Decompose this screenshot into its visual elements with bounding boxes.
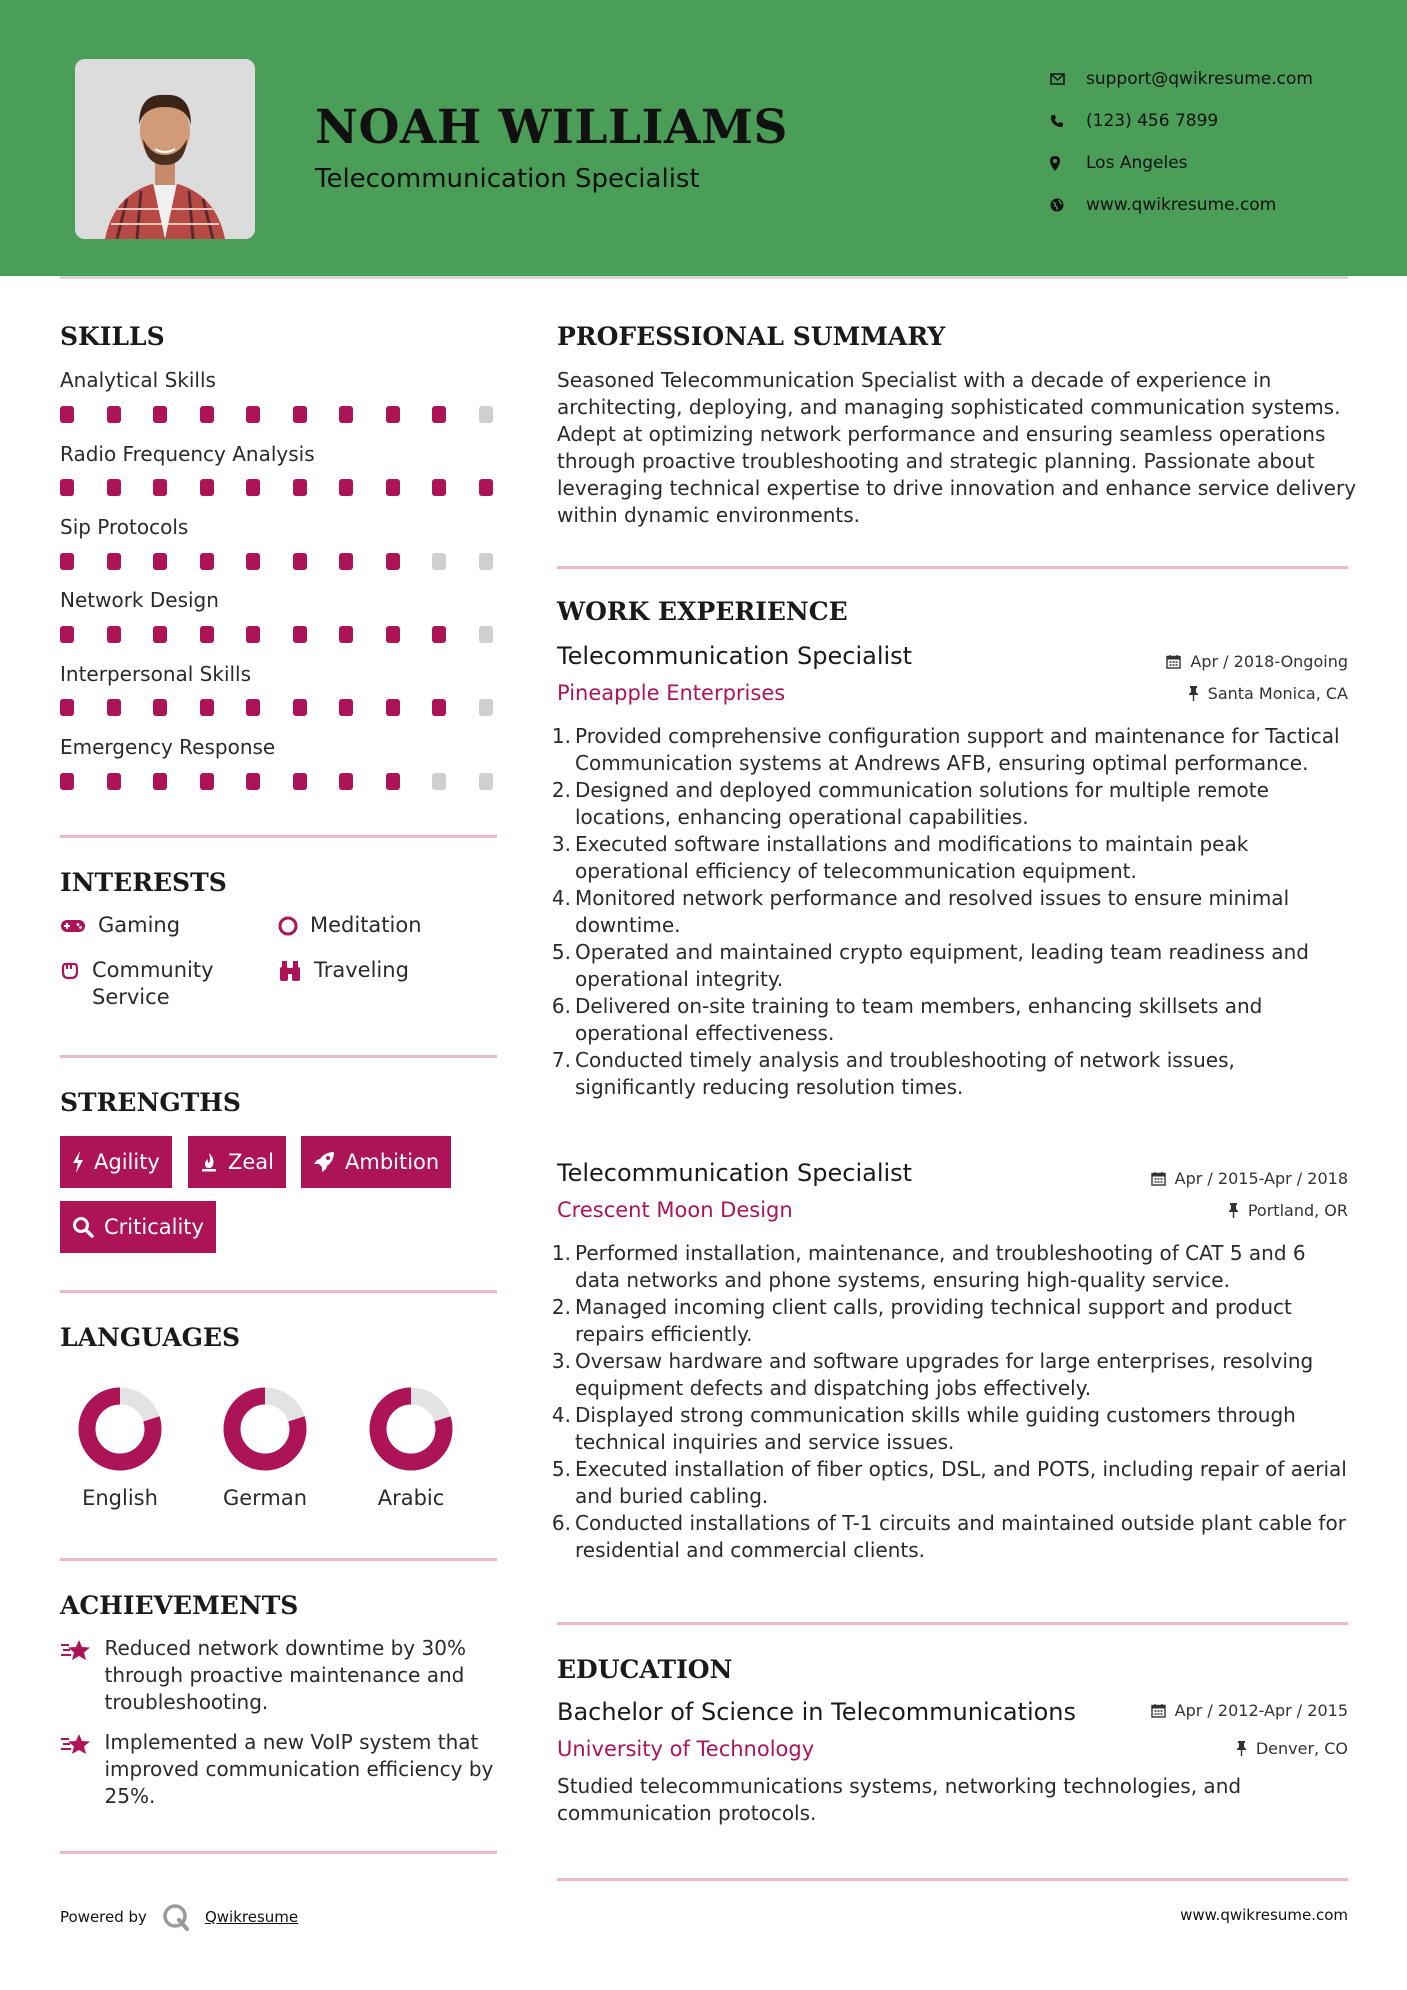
gamepad-icon [60, 912, 98, 939]
education-degree: Bachelor of Science in Telecommunications [557, 1698, 1077, 1726]
envelope-icon [1050, 73, 1086, 85]
language-donut [346, 1384, 476, 1478]
skill-dot [386, 553, 400, 570]
skill-dot [339, 479, 353, 496]
skill-rating [60, 406, 493, 423]
education-dates: Apr / 2012-Apr / 2015 [1151, 1701, 1348, 1720]
skill-dot [60, 479, 74, 496]
globe-icon [1050, 198, 1086, 212]
skill-dot [386, 773, 400, 790]
language-label: English [82, 1486, 158, 1510]
skill-dot [246, 479, 260, 496]
job-bullet: 2. Managed incoming client calls, providing technical support and product repairs efficiently. [551, 1295, 1292, 1346]
footer-url[interactable]: www.qwikresume.com [1180, 1906, 1348, 1924]
strengths-heading: STRENGTHS [60, 1088, 241, 1117]
job-company: Pineapple Enterprises [557, 681, 786, 705]
skill-rating [60, 626, 493, 643]
skill-name: Emergency Response [60, 735, 276, 759]
contact-phone[interactable]: (123) 456 7899 [1050, 100, 1370, 142]
contact-email[interactable]: support@qwikresume.com [1050, 58, 1370, 100]
section-divider [60, 1290, 497, 1293]
star-icon [60, 1729, 105, 1810]
calendar-icon [1151, 1703, 1166, 1718]
skill-dot [432, 553, 446, 570]
skill-dot [432, 699, 446, 716]
skill-dot [153, 626, 167, 643]
contact-info [1050, 58, 1370, 226]
skill-rating [60, 699, 493, 716]
summary-text: Seasoned Telecommunication Specialist with a decade of experience in architecting, deploying, and managing sophisticated communication systems. Adept at optimizing network performance and ensuring seamless operations through proactive troubleshooting and strategic planning. Passionate about leveraging technical expertise to drive innovation and enhance service delivery within dynamic environments. [557, 368, 1357, 527]
skill-name: Network Design [60, 588, 219, 612]
language-label: German [222, 1486, 308, 1510]
skill-dot [153, 773, 167, 790]
profile-photo [75, 59, 255, 239]
donut-chart [366, 1384, 456, 1474]
skill-rating [60, 553, 493, 570]
hand-icon [60, 957, 92, 984]
language-donut [55, 1384, 185, 1478]
skill-rating [60, 479, 493, 496]
job-bullet: 2. Designed and deployed communication solutions for multiple remote locations, enhancing operational capabilities. [551, 778, 1269, 829]
section-divider [60, 1851, 497, 1854]
skill-dot [432, 773, 446, 790]
section-divider [557, 566, 1348, 569]
languages-heading: LANGUAGES [60, 1323, 241, 1352]
job-bullet: 6. Delivered on-site training to team members, enhancing skillsets and operational effectiveness. [551, 994, 1263, 1045]
footer-powered-by: Powered by Qwikresume [60, 1902, 298, 1932]
skill-dot [153, 553, 167, 570]
skill-name: Interpersonal Skills [60, 662, 252, 686]
summary-heading: PROFESSIONAL SUMMARY [557, 322, 946, 351]
skill-dot [200, 406, 214, 423]
section-divider [60, 835, 497, 838]
pushpin-icon [1188, 686, 1199, 701]
language-donut [200, 1384, 330, 1478]
strength-tag: Criticality [60, 1201, 216, 1253]
job-dates: Apr / 2018-Ongoing [1166, 652, 1348, 671]
job-bullet: 1. Performed installation, maintenance, and troubleshooting of CAT 5 and 6 data networks and phone systems, ensuring high-quality service. [551, 1241, 1306, 1292]
qwikresume-logo-icon [161, 1902, 191, 1932]
skill-name: Analytical Skills [60, 368, 216, 392]
achievement-item: Reduced network downtime by 30% through proactive maintenance and troubleshooting. [60, 1635, 500, 1716]
job-bullet: 4. Monitored network performance and resolved issues to ensure minimal downtime. [551, 886, 1290, 937]
skill-dot [479, 773, 493, 790]
skill-dot [107, 626, 121, 643]
job-bullet: 7. Conducted timely analysis and troubleshooting of network issues, significantly reducing resolution times. [551, 1048, 1235, 1099]
section-divider [557, 1878, 1348, 1881]
strength-tag: Ambition [301, 1136, 451, 1188]
strength-tag: Zeal [188, 1136, 286, 1188]
job-role: Telecommunication Specialist [557, 642, 913, 670]
education-school: University of Technology [557, 1737, 815, 1761]
education-location: Denver, CO [1236, 1739, 1348, 1758]
skill-dot [200, 699, 214, 716]
calendar-icon [1151, 1171, 1166, 1186]
skill-dot [200, 553, 214, 570]
skill-dot [153, 406, 167, 423]
skill-dot [246, 626, 260, 643]
interest-item: Community Service [60, 957, 260, 1011]
skill-dot [432, 479, 446, 496]
experience-heading: WORK EXPERIENCE [557, 597, 848, 626]
skill-dot [386, 699, 400, 716]
skill-dot [293, 626, 307, 643]
skill-dot [479, 406, 493, 423]
job-company: Crescent Moon Design [557, 1198, 793, 1222]
skill-dot [60, 773, 74, 790]
calendar-icon [1166, 654, 1181, 669]
education-description: Studied telecommunications systems, networking technologies, and communication protocols. [557, 1774, 1242, 1825]
contact-location: Los Angeles [1050, 142, 1370, 184]
achievement-item: Implemented a new VoIP system that improved communication efficiency by 25%. [60, 1729, 500, 1810]
job-bullets [551, 1240, 1357, 1564]
donut-chart [220, 1384, 310, 1474]
pushpin-icon [1236, 1741, 1247, 1756]
contact-website[interactable]: www.qwikresume.com [1050, 184, 1370, 226]
interest-item: Traveling [278, 957, 409, 984]
skill-dot [339, 406, 353, 423]
pushpin-icon [1228, 1203, 1239, 1218]
skill-dot [386, 406, 400, 423]
interest-item: Gaming [60, 912, 180, 939]
skill-dot [60, 553, 74, 570]
circle-icon [278, 912, 310, 939]
job-bullets [551, 723, 1357, 1101]
skill-dot [246, 773, 260, 790]
achievements-heading: ACHIEVEMENTS [60, 1591, 299, 1620]
section-divider [60, 1558, 497, 1561]
job-bullet: 3. Oversaw hardware and software upgrades for large enterprises, resolving equipment defects and dispatching jobs effectively. [551, 1349, 1314, 1400]
skill-dot [246, 553, 260, 570]
skill-dot [246, 406, 260, 423]
skill-dot [479, 479, 493, 496]
skill-dot [107, 479, 121, 496]
job-bullet: 3. Executed software installations and modifications to maintain peak operational efficiency of telecommunication equipment. [551, 832, 1249, 883]
job-bullet: 5. Operated and maintained crypto equipment, leading team readiness and operational integrity. [551, 940, 1309, 991]
job-dates: Apr / 2015-Apr / 2018 [1151, 1169, 1348, 1188]
skill-dot [432, 406, 446, 423]
phone-icon [1050, 114, 1086, 128]
skill-name: Radio Frequency Analysis [60, 442, 315, 466]
skill-dot [479, 699, 493, 716]
candidate-name: NOAH WILLIAMS [315, 100, 788, 155]
skill-dot [153, 699, 167, 716]
interests-heading: INTERESTS [60, 868, 227, 897]
skill-dot [386, 479, 400, 496]
header-divider [60, 276, 1348, 279]
skill-dot [386, 626, 400, 643]
skill-dot [479, 553, 493, 570]
skill-dot [339, 626, 353, 643]
skill-dot [107, 773, 121, 790]
skills-heading: SKILLS [60, 322, 165, 351]
language-label: Arabic [377, 1486, 445, 1510]
section-divider [557, 1622, 1348, 1625]
qwikresume-link[interactable]: Qwikresume [204, 1908, 299, 1926]
job-bullet: 1. Provided comprehensive configuration support and maintenance for Tactical Communication systems at Andrews AFB, ensuring optimal performance. [551, 724, 1340, 775]
education-heading: EDUCATION [557, 1655, 733, 1684]
skill-dot [339, 553, 353, 570]
job-bullet: 4. Displayed strong communication skills while guiding customers through technical inquiries and service issues. [551, 1403, 1296, 1454]
search-icon [72, 1216, 94, 1238]
skill-dot [293, 406, 307, 423]
skill-dot [107, 553, 121, 570]
skill-rating [60, 773, 493, 790]
bolt-icon [72, 1151, 84, 1173]
skill-dot [60, 699, 74, 716]
strength-tag: Agility [60, 1136, 172, 1188]
skill-dot [200, 479, 214, 496]
donut-chart [75, 1384, 165, 1474]
skill-dot [432, 626, 446, 643]
skill-dot [200, 626, 214, 643]
skill-dot [479, 626, 493, 643]
skill-dot [107, 699, 121, 716]
candidate-title: Telecommunication Specialist [315, 164, 700, 194]
job-bullet: 5. Executed installation of fiber optics, DSL, and POTS, including repair of aerial and buried cabling. [551, 1457, 1347, 1508]
skill-dot [60, 406, 74, 423]
map-pin-icon [1050, 156, 1086, 171]
star-icon [60, 1635, 105, 1716]
skill-dot [153, 479, 167, 496]
skill-dot [293, 773, 307, 790]
job-role: Telecommunication Specialist [557, 1159, 913, 1187]
skill-dot [60, 626, 74, 643]
section-divider [60, 1055, 497, 1058]
skill-dot [339, 773, 353, 790]
skill-name: Sip Protocols [60, 515, 189, 539]
skill-dot [339, 699, 353, 716]
job-location: Portland, OR [1228, 1201, 1348, 1220]
skill-dot [246, 699, 260, 716]
skill-dot [293, 479, 307, 496]
interest-item: Meditation [278, 912, 422, 939]
job-location: Santa Monica, CA [1188, 684, 1348, 703]
skill-dot [200, 773, 214, 790]
skill-dot [293, 699, 307, 716]
binoculars-icon [278, 957, 314, 984]
fire-icon [200, 1152, 218, 1172]
skill-dot [293, 553, 307, 570]
job-bullet: 6. Conducted installations of T-1 circuits and maintained outside plant cable for residential and commercial clients. [551, 1511, 1346, 1562]
skill-dot [107, 406, 121, 423]
rocket-icon [313, 1151, 335, 1173]
